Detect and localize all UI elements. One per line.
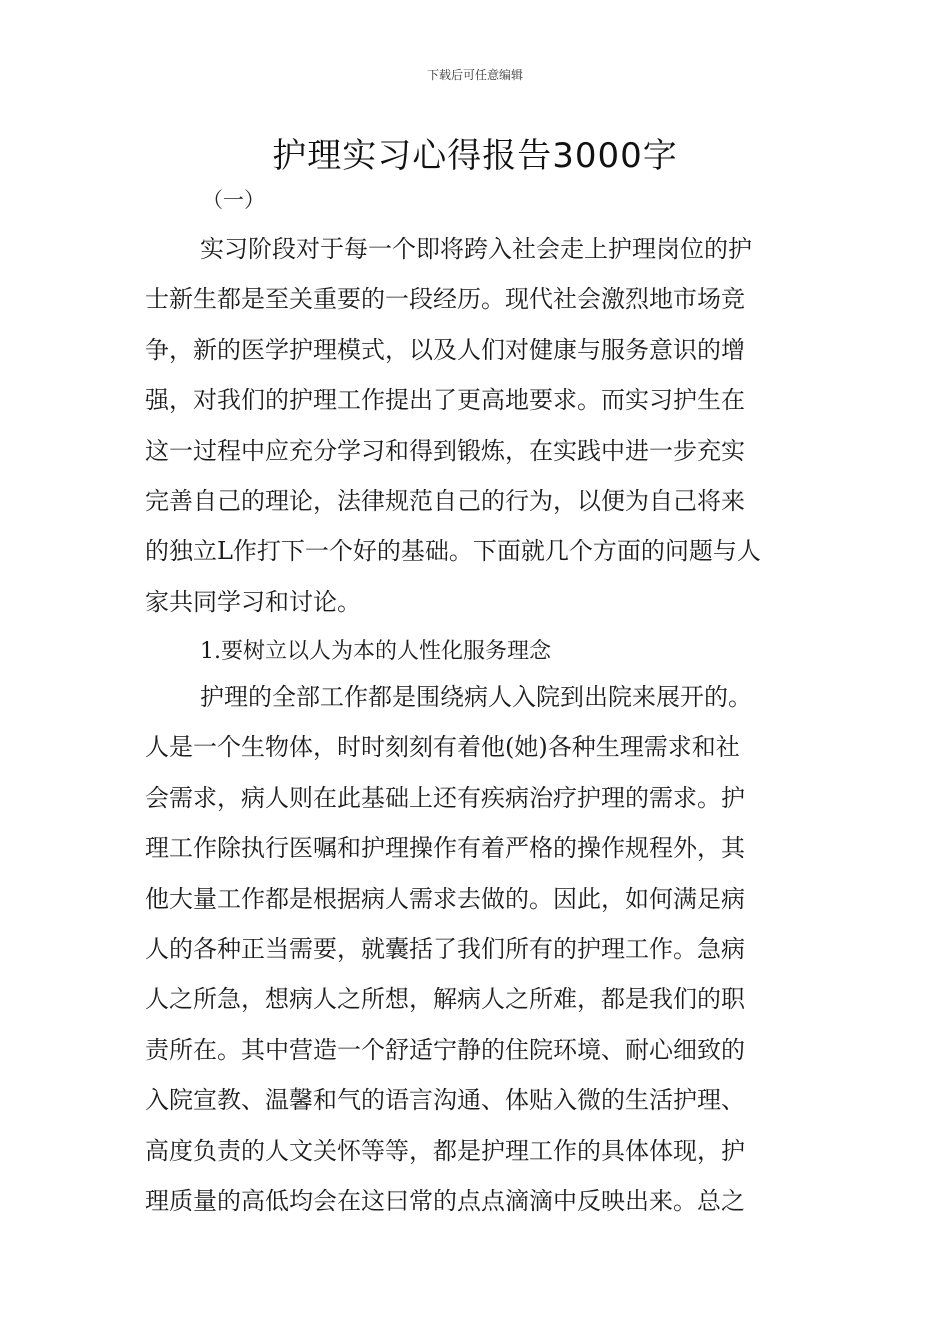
- paragraph-line: 人的各种正当需要，就囊括了我们所有的护理工作。急病: [145, 934, 745, 963]
- paragraph-line: 的独立L作打下一个好的基础。下面就几个方面的问题与人: [145, 537, 761, 566]
- paragraph-line: 完善自己的理论，法律规范自己的行为，以便为自己将来: [145, 486, 745, 515]
- paragraph-2: [145, 672, 810, 1226]
- paragraph-line: 强，对我们的护理工作提出了更高地要求。而实习护生在: [145, 386, 745, 415]
- paragraph-line: 会需求，病人则在此基础上还有疾病治疗护理的需求。护: [145, 783, 745, 812]
- paragraph-line: 入院宣教、温馨和气的语言沟通、体贴入微的生活护理、: [145, 1086, 745, 1115]
- paragraph-line: 高度负责的人文关怀等等，都是护理工作的具体体现，护: [145, 1136, 745, 1165]
- paragraph-line: 人之所急，想病人之所想，解病人之所难，都是我们的职: [145, 985, 745, 1014]
- paragraph-line: 士新生都是至关重要的一段经历。现代社会激烈地市场竞: [145, 285, 745, 314]
- paragraph-line: 理工作除执行医嘱和护理操作有着严格的操作规程外，其: [145, 834, 745, 863]
- paragraph-line: 家共同学习和讨论。: [145, 587, 361, 616]
- paragraph-line: 实习阶段对于每一个即将跨入社会走上护理岗位的护: [200, 235, 752, 263]
- paragraph-line: 理质量的高低均会在这曰常的点点滴滴中反映出来。总之: [145, 1186, 745, 1215]
- document-title: 护理实习心得报告3000字: [272, 136, 678, 176]
- paragraph-line: 责所在。其中营造一个舒适宁静的住院环境、耐心细致的: [145, 1035, 745, 1064]
- heading-text: 1.要树立以人为本的人性化服务理念: [200, 639, 551, 664]
- paragraph-line: 人是一个生物体，时时刻刻有着他(她)各种生理需求和社: [145, 733, 740, 762]
- paragraph-line: 这一过程中应充分学习和得到锻炼，在实践中进一步充实: [145, 436, 745, 465]
- paragraph-line: 护理的全部工作都是围绕病人入院到出院来展开的。: [200, 683, 752, 711]
- page-header-note: 下载后可任意编辑: [426, 68, 523, 82]
- paragraph-1: [145, 224, 810, 627]
- section-heading-1: [145, 627, 810, 677]
- section-label: （一）: [202, 188, 265, 212]
- paragraph-line: 他大量工作都是根据病人需求去做的。因此，如何满足病: [145, 884, 745, 913]
- paragraph-line: 争，新的医学护理模式，以及人们对健康与服务意识的增: [145, 335, 745, 364]
